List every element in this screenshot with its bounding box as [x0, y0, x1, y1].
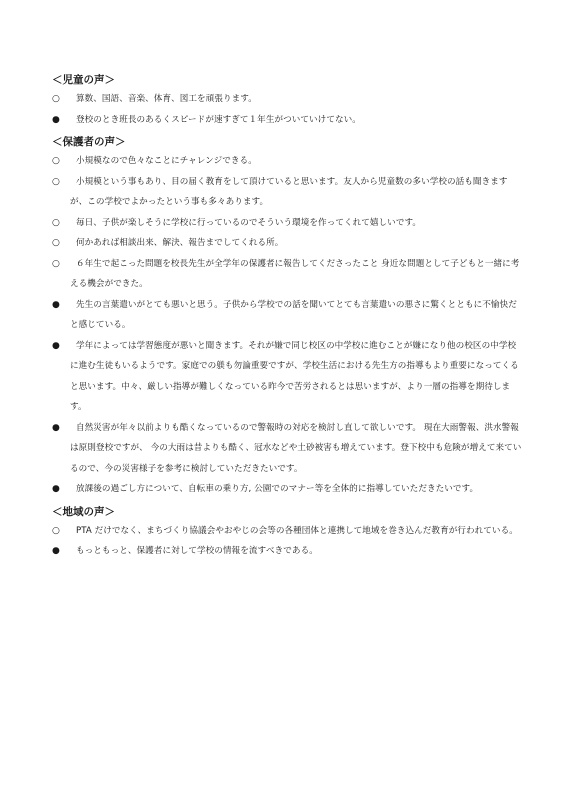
item-text: 何かあれば相談出来、解決、報告までしてくれる所。 [76, 238, 284, 248]
open-circle-bullet-icon: ○ [52, 525, 60, 536]
section-heading-children: ＜児童の声＞ [52, 74, 115, 86]
item-text: 学年によっては学習態度が悪いと聞きます。それが嫌で同じ校区の中学校に進むことが嫌になり他の校区の中学校に進む生徒もいるようです。家庭での躾も勿論重要ですが、学校生活における先生方の指導もより重要になってくると思います。中々、厳しい指導が難しくなっている昨今で苦労されるとは思いますが、より一層の指導を期待します。 [70, 340, 519, 412]
list-item [52, 110, 522, 131]
item-text: 小規模なので色々なことにチャレンジできる。 [76, 156, 257, 166]
item-text: 先生の言葉遣いがとても悪いと思う。子供から学校での話を聞いてとても言葉遣いの悪さに驚くとともに不愉快だと感じている。 [70, 299, 517, 330]
list-item [52, 254, 522, 295]
list-item [52, 89, 522, 110]
list-item [52, 151, 522, 172]
open-circle-bullet-icon: ○ [52, 238, 60, 248]
item-text: 登校のとき班長のあるくスピードが速すぎて１年生がついていけてない。 [76, 114, 361, 125]
filled-circle-bullet-icon: ● [52, 484, 60, 494]
filled-circle-bullet-icon: ● [52, 422, 60, 433]
item-text: 放課後の過ごし方について、自転車の乗り方, 公園でのマナー等を全体的に指導していただきたいです。 [76, 484, 479, 494]
section-heading-guardians: ＜保護者の声＞ [52, 136, 126, 148]
list-item [52, 213, 522, 234]
list-item [52, 418, 522, 480]
list-item [52, 541, 522, 562]
item-text: ６年生で起こった問題を校長先生が全学年の保護者に報告してくださったこと 身近な問題として子どもと一緒に考える機会ができた。 [70, 258, 520, 289]
open-circle-bullet-icon: ○ [52, 94, 60, 104]
list-item [52, 521, 522, 542]
open-circle-bullet-icon: ○ [52, 176, 60, 187]
document-body [52, 72, 522, 562]
open-circle-bullet-icon: ○ [52, 217, 60, 228]
item-text: PTA だけでなく、まちづくり協議会やおやじの会等の各種団体と連携して地域を巻き込んだ教育が行われている。 [76, 525, 518, 536]
filled-circle-bullet-icon: ● [52, 114, 60, 125]
filled-circle-bullet-icon: ● [52, 340, 60, 351]
item-text: もっともっと、保護者に対して学校の情報を流すべきである。 [76, 546, 318, 556]
item-text: 算数、国語、音楽、体育、図工を頑張ります。 [76, 94, 257, 104]
item-text: 毎日、子供が楽しそうに学校に行っているのでそういう環境を作ってくれて嬉しいです。 [76, 217, 422, 228]
list-item [52, 336, 522, 418]
filled-circle-bullet-icon: ● [52, 299, 60, 310]
list-item [52, 233, 522, 254]
item-text: 小規模という事もあり、目の届く教育をして頂けていると思います。友人から児童数の多い学校の話も聞きますが、この学校でよかったという事も多々あります。 [70, 176, 508, 207]
filled-circle-bullet-icon: ● [52, 546, 60, 556]
item-text: 自然災害が年々以前よりも酷くなっているので警報時の対応を検討し直して欲しいです。 現在大雨警報、洪水警報は原則登校ですが、 今の大雨は昔よりも酷く、冠水などや土砂被害も増えています。登下校中も危険が増えて来ているので、今の災害様子を参考に検討していただきたいです。 [70, 422, 522, 474]
list-item [52, 295, 522, 336]
open-circle-bullet-icon: ○ [52, 156, 60, 166]
list-item [52, 479, 522, 500]
section-heading-community: ＜地域の声＞ [52, 505, 115, 518]
list-item [52, 172, 522, 213]
open-circle-bullet-icon: ○ [52, 258, 60, 269]
